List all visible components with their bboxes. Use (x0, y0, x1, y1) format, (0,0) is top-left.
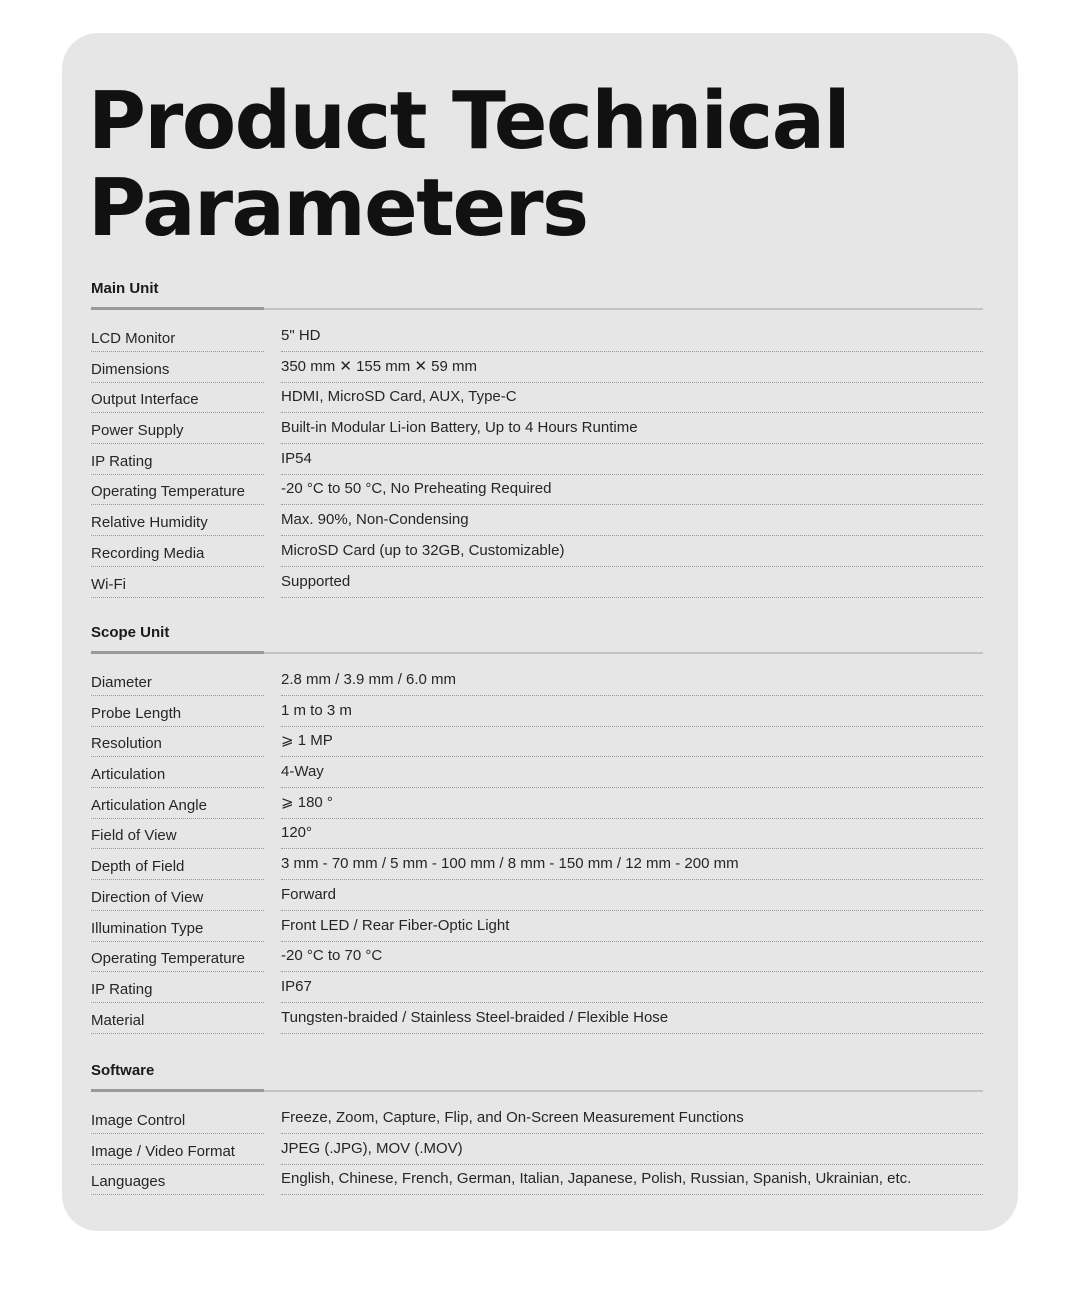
spec-label: Depth of Field (91, 852, 264, 880)
spec-row (91, 1167, 983, 1198)
spec-row (91, 760, 983, 791)
spec-value: Front LED / Rear Fiber-Optic Light (281, 914, 983, 942)
spec-value: Max. 90%, Non-Condensing (281, 508, 983, 536)
spec-value: 4-Way (281, 760, 983, 788)
spec-label: Dimensions (91, 355, 264, 383)
section-title: Main Unit (91, 280, 159, 297)
spec-label: Operating Temperature (91, 944, 264, 972)
spec-row (91, 975, 983, 1006)
spec-row (91, 324, 983, 355)
spec-row (91, 668, 983, 699)
spec-value: 1 m to 3 m (281, 699, 983, 727)
spec-table (91, 324, 983, 600)
spec-value: 3 mm - 70 mm / 5 mm - 100 mm / 8 mm - 150 mm / 12 mm - 200 mm (281, 852, 983, 880)
spec-row (91, 852, 983, 883)
spec-label: Articulation Angle (91, 791, 264, 819)
spec-value: ⩾ 1 MP (281, 729, 983, 757)
spec-label: LCD Monitor (91, 324, 264, 352)
section-header-accent (91, 1089, 264, 1092)
spec-row (91, 416, 983, 447)
section-header (91, 280, 983, 310)
spec-value: Built-in Modular Li-ion Battery, Up to 4 Hours Runtime (281, 416, 983, 444)
page-title (88, 75, 850, 254)
spec-row (91, 508, 983, 539)
spec-row (91, 447, 983, 478)
spec-label: Direction of View (91, 883, 264, 911)
spec-row (91, 883, 983, 914)
section-software (91, 1062, 983, 1198)
spec-value: -20 °C to 70 °C (281, 944, 983, 972)
spec-value: JPEG (.JPG), MOV (.MOV) (281, 1137, 983, 1165)
spec-label: Diameter (91, 668, 264, 696)
spec-value: English, Chinese, French, German, Italian, Japanese, Polish, Russian, Spanish, Ukrainian, etc. (281, 1167, 983, 1195)
spec-value: IP54 (281, 447, 983, 475)
spec-label: Image Control (91, 1106, 264, 1134)
page-title-line-1: Product Technical (88, 75, 850, 167)
spec-row (91, 821, 983, 852)
page-title-line-2: Parameters (88, 162, 588, 254)
spec-row (91, 1137, 983, 1168)
section-title: Software (91, 1062, 155, 1079)
spec-label: Wi-Fi (91, 570, 264, 598)
spec-row (91, 355, 983, 386)
spec-label: Output Interface (91, 385, 264, 413)
section-title: Scope Unit (91, 624, 170, 641)
spec-value: 120° (281, 821, 983, 849)
spec-value: ⩾ 180 ° (281, 791, 983, 819)
spec-value: IP67 (281, 975, 983, 1003)
spec-value: HDMI, MicroSD Card, AUX, Type-C (281, 385, 983, 413)
spec-label: IP Rating (91, 975, 264, 1003)
spec-table (91, 1106, 983, 1198)
spec-row (91, 477, 983, 508)
section-header-accent (91, 651, 264, 654)
spec-value: 2.8 mm / 3.9 mm / 6.0 mm (281, 668, 983, 696)
spec-table (91, 668, 983, 1036)
spec-label: Resolution (91, 729, 264, 757)
section-header (91, 1062, 983, 1092)
spec-value: Supported (281, 570, 983, 598)
spec-row (91, 1006, 983, 1037)
spec-value: Forward (281, 883, 983, 911)
spec-label: Operating Temperature (91, 477, 264, 505)
spec-row (91, 385, 983, 416)
spec-row (91, 570, 983, 601)
spec-row (91, 944, 983, 975)
spec-label: Recording Media (91, 539, 264, 567)
spec-label: Articulation (91, 760, 264, 788)
spec-label: Power Supply (91, 416, 264, 444)
spec-label: Languages (91, 1167, 264, 1195)
section-main-unit (91, 280, 983, 600)
spec-row (91, 914, 983, 945)
spec-label: Relative Humidity (91, 508, 264, 536)
spec-row (91, 539, 983, 570)
spec-label: Probe Length (91, 699, 264, 727)
spec-row (91, 699, 983, 730)
section-header-accent (91, 307, 264, 310)
spec-value: Freeze, Zoom, Capture, Flip, and On-Screen Measurement Functions (281, 1106, 983, 1134)
spec-value: 5" HD (281, 324, 983, 352)
spec-value: MicroSD Card (up to 32GB, Customizable) (281, 539, 983, 567)
spec-value: Tungsten-braided / Stainless Steel-braided / Flexible Hose (281, 1006, 983, 1034)
spec-label: Material (91, 1006, 264, 1034)
spec-row (91, 1106, 983, 1137)
section-scope-unit (91, 624, 983, 1036)
spec-label: Illumination Type (91, 914, 264, 942)
spec-row (91, 791, 983, 822)
spec-label: Image / Video Format (91, 1137, 264, 1165)
spec-value: 350 mm ✕ 155 mm ✕ 59 mm (281, 355, 983, 383)
spec-label: Field of View (91, 821, 264, 849)
spec-value: -20 °C to 50 °C, No Preheating Required (281, 477, 983, 505)
spec-label: IP Rating (91, 447, 264, 475)
section-header (91, 624, 983, 654)
spec-row (91, 729, 983, 760)
